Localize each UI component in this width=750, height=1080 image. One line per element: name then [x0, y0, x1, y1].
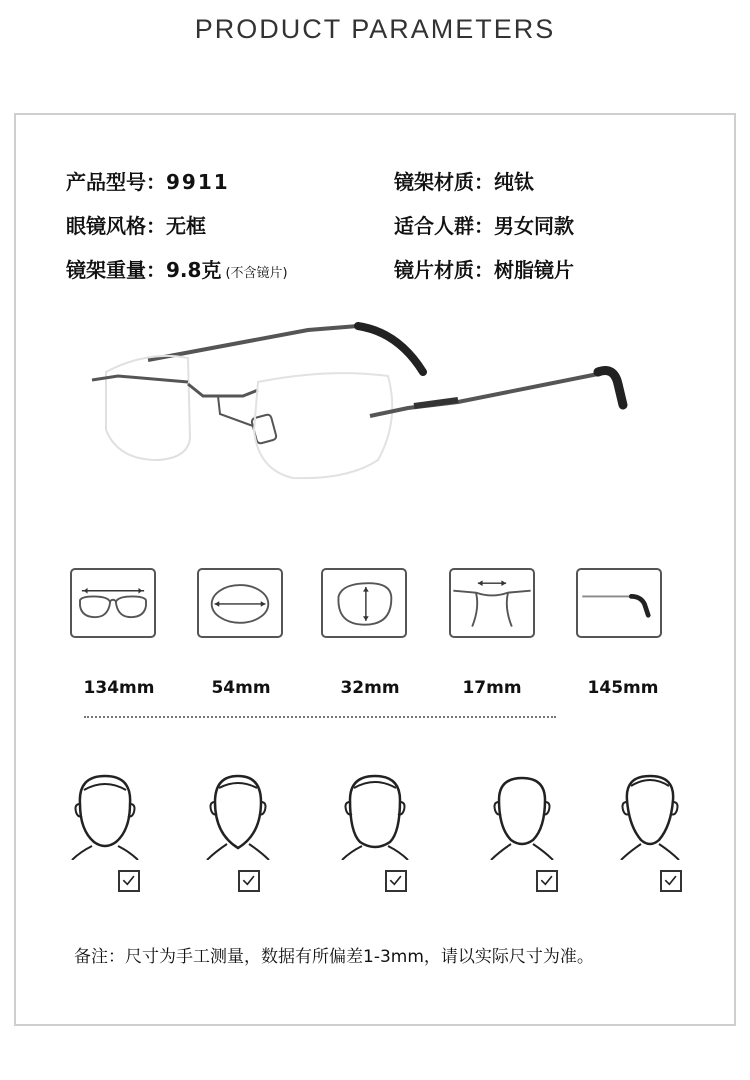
lens-width-icon: [197, 568, 283, 638]
face-shape-icon: [487, 770, 557, 860]
rimless-glasses-image: [78, 310, 638, 510]
face-shape-icon: [615, 770, 685, 860]
temple-length-icon: [576, 568, 662, 638]
checkbox-icon: [238, 870, 260, 892]
page-title: PRODUCT PARAMETERS: [194, 14, 556, 44]
face-shape-icon: [340, 770, 410, 860]
spec-weight: [66, 254, 288, 283]
spec-lens-material-value: 树脂镜片: [494, 258, 574, 282]
checkbox-icon: [660, 870, 682, 892]
spec-lens-material: [394, 254, 574, 283]
spec-style-label: 眼镜风格：: [66, 214, 166, 238]
spec-weight-value: 9.8克: [166, 258, 222, 282]
spec-audience-value: 男女同款: [494, 214, 574, 238]
dotted-divider: [84, 716, 556, 718]
spec-model: [66, 166, 230, 195]
checkbox-icon: [385, 870, 407, 892]
spec-frame-material: [394, 166, 534, 195]
spec-weight-label: 镜架重量：: [66, 258, 166, 282]
spec-model-value: 9911: [166, 170, 230, 194]
bridge-width-icon: [449, 568, 535, 638]
spec-lens-material-label: 镜片材质：: [394, 258, 494, 282]
lens-width-value: 54mm: [211, 678, 271, 698]
face-shape-icon: [70, 770, 140, 860]
lens-height-icon: [321, 568, 407, 638]
checkbox-icon: [118, 870, 140, 892]
spec-weight-note: (不含镜片): [225, 266, 288, 281]
bridge-width-value: 17mm: [462, 678, 522, 698]
frame-width-icon: [70, 568, 156, 638]
lens-height-value: 32mm: [340, 678, 400, 698]
spec-audience: [394, 210, 574, 239]
spec-audience-label: 适合人群：: [394, 214, 494, 238]
checkbox-icon: [536, 870, 558, 892]
spec-style: [66, 210, 206, 239]
spec-model-label: 产品型号：: [66, 170, 166, 194]
spec-style-value: 无框: [166, 214, 206, 238]
face-shape-icon: [203, 770, 273, 860]
temple-length-value: 145mm: [587, 678, 659, 698]
measurement-remark: 备注：尺寸为手工测量，数据有所偏差1-3mm，请以实际尺寸为准。: [74, 947, 594, 967]
spec-frame-material-label: 镜架材质：: [394, 170, 494, 194]
frame-width-value: 134mm: [83, 678, 155, 698]
spec-frame-material-value: 纯钛: [494, 170, 534, 194]
